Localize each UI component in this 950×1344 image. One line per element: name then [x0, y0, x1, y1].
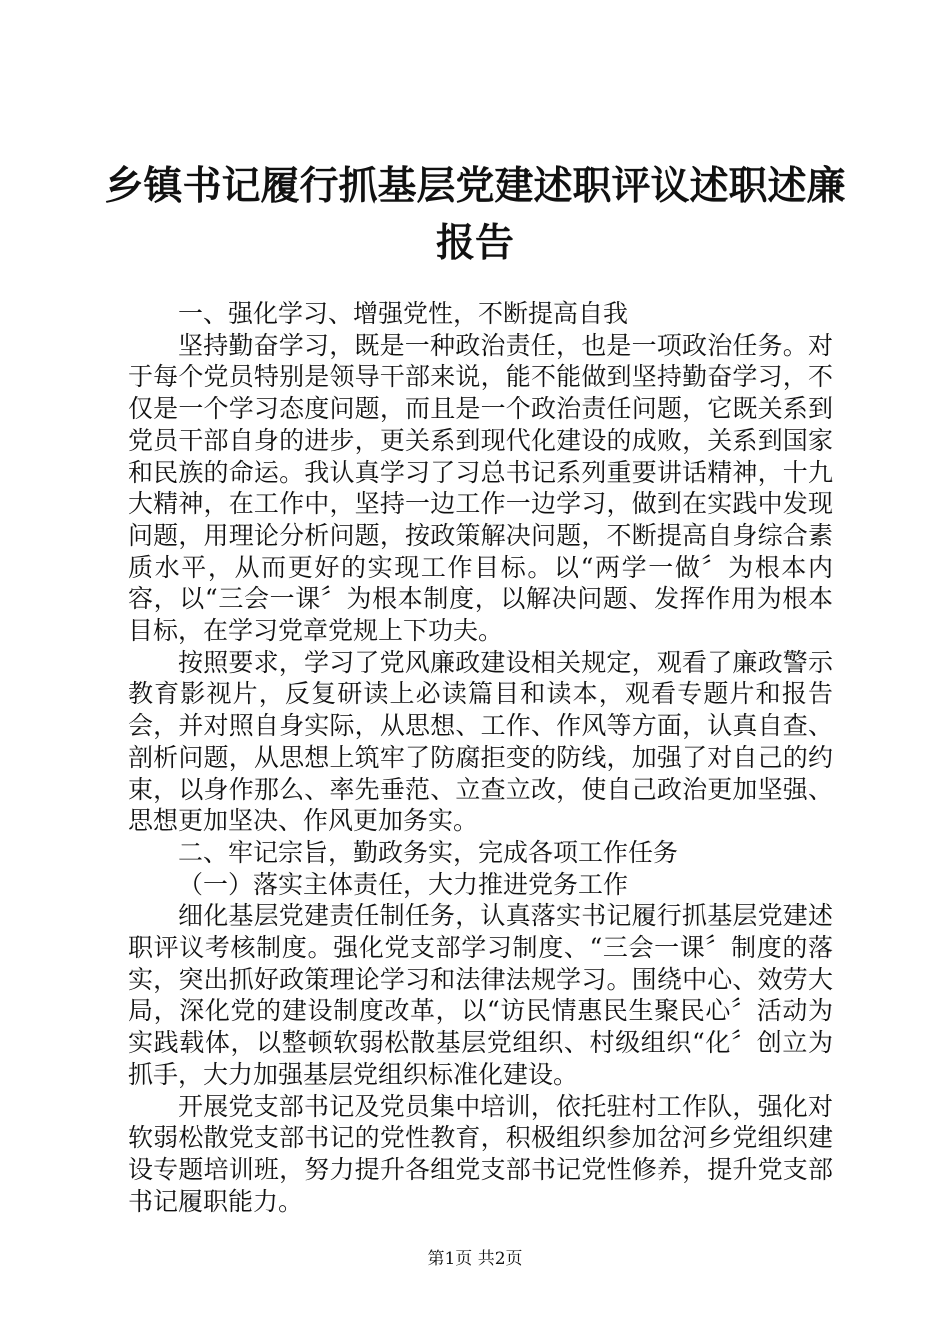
section-heading-1: 一、强化学习、增强党性，不断提高自我 [178, 299, 629, 328]
document-title: 乡镇书记履行抓基层党建述职评议述职述廉报告 [104, 163, 846, 266]
paragraph: 坚持勤奋学习，既是一种政治责任，也是一项政治任务。对于每个党员特别是领导干部来说，能不能做到坚持勤奋学习，不仅是一个学习态度问题，而且是一个政治责任问题，它既关系到党员干部自身的进步，更关系到现代化建设的成败，关系到国家和民族的命运。我认真学习了习总书记系列重要讲话精神，十九大精神，在工作中，坚持一边工作一边学习，做到在实践中发现问题，用理论分析问题，按政策解决问题，不断提高自身综合素质水平，从而更好的实现工作目标。以“两学一做〞为根本内容，以“三会一课〞为根本制度，以解决问题、发挥作用为根本目标，在学习党章党规上下功夫。 [128, 330, 833, 646]
section-heading-2: 二、牢记宗旨，勤政务实，完成各项工作任务 [178, 837, 679, 867]
page-footer: 第1页 共2页 [427, 1249, 523, 1269]
paragraph: 按照要求，学习了党风廉政建设相关规定，观看了廉政警示教育影视片，反复研读上必读篇目和读本，观看专题片和报告会，并对照自身实际，从思想、工作、作风等方面，认真自查、剖析问题，从思想上筑牢了防腐拒变的防线，加强了对自己的约束，以身作那么、率先垂范、立查立改，使自己政治更加坚强、思想更加坚决、作风更加务实。 [128, 647, 833, 836]
paragraph: 开展党支部书记及党员集中培训，依托驻村工作队，强化对软弱松散党支部书记的党性教育，积极组织参加岔河乡党组织建设专题培训班，努力提升各组党支部书记党性修养，提升党支部书记履职能力。 [128, 1091, 833, 1216]
paragraph: 细化基层党建责任制任务，认真落实书记履行抓基层党建述职评议考核制度。强化党支部学习制度、“三会一课〞制度的落实，突出抓好政策理论学习和法律法规学习。围绕中心、效劳大局，深化党的建设制度改革，以“访民情惠民生聚民心〞活动为实践载体，以整顿软弱松散基层党组织、村级组织“化〞创立为抓手，大力加强基层党组织标准化建设。 [128, 901, 833, 1089]
subsection-heading-1: （一）落实主体责任，大力推进党务工作 [178, 869, 629, 899]
document-body [128, 298, 833, 1217]
